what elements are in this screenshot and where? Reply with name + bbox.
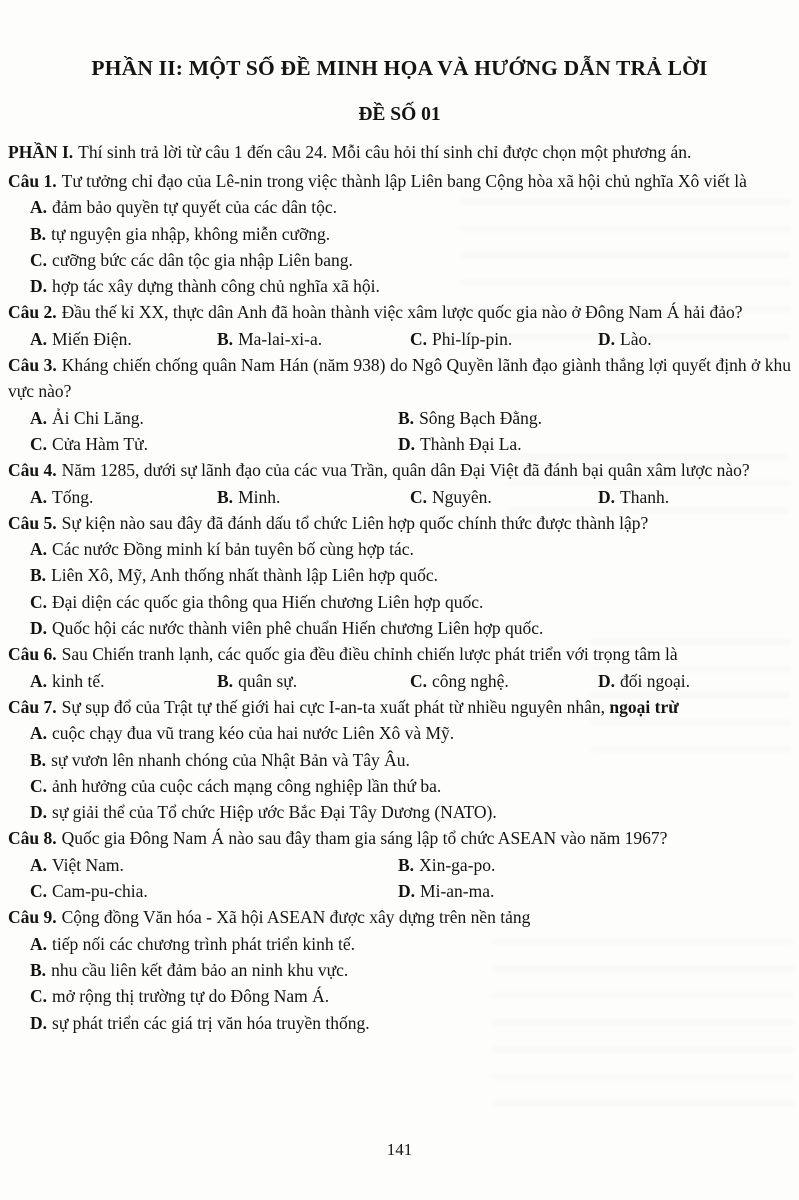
answer-option-d <box>598 484 791 510</box>
option-text: mở rộng thị trường tự do Đông Nam Á. <box>52 986 330 1007</box>
answer-option-c <box>410 668 598 694</box>
question-number: Câu 4. <box>8 460 57 481</box>
option-text: Miến Điện. <box>52 328 132 349</box>
question-prompt: Sau Chiến tranh lạnh, các quốc gia đều điều chỉnh chiến lược phát triển với trọng tâm là <box>61 644 678 665</box>
option-text: ảnh hưởng của cuộc cách mạng công nghiệp lần thứ ba. <box>52 775 442 796</box>
question-text <box>8 168 791 194</box>
option-text: nhu cầu liên kết đảm bảo an ninh khu vực. <box>51 959 349 980</box>
answer-option-d <box>398 878 791 904</box>
option-letter: C. <box>30 881 48 902</box>
answer-option-d <box>8 799 791 825</box>
option-text: Sông Bạch Đằng. <box>419 407 543 428</box>
answer-option-b <box>217 484 410 510</box>
answer-option-b <box>217 668 410 694</box>
option-text: Mi-an-ma. <box>420 881 495 902</box>
answer-option-c <box>410 326 598 352</box>
options-group <box>8 536 791 641</box>
exam-number-title: ĐỀ SỐ 01 <box>358 104 441 125</box>
exam-instructions <box>0 139 799 165</box>
option-text: Cửa Hàm Tử. <box>52 433 148 454</box>
option-text: Ải Chi Lăng. <box>52 407 144 428</box>
option-text: Lào. <box>620 328 652 349</box>
option-text: sự vươn lên nhanh chóng của Nhật Bản và Tây Âu. <box>51 749 410 770</box>
question-text <box>8 641 791 667</box>
option-letter: B. <box>398 407 415 428</box>
option-letter: D. <box>598 486 616 507</box>
options-group <box>8 405 791 458</box>
option-letter: D. <box>30 802 48 823</box>
option-letter: D. <box>598 328 616 349</box>
option-letter: D. <box>30 1012 48 1033</box>
question-block <box>8 904 791 1035</box>
answer-option-a <box>30 484 217 510</box>
question-emphasis: ngoại trừ <box>609 696 679 717</box>
answer-option-a <box>8 536 791 562</box>
questions <box>0 168 799 1036</box>
answer-option-b <box>8 221 791 247</box>
question-number: Câu 8. <box>8 828 57 849</box>
question-text <box>8 904 791 930</box>
option-text: sự phát triển các giá trị văn hóa truyền thống. <box>52 1012 370 1033</box>
question-number: Câu 6. <box>8 644 57 665</box>
answer-option-c <box>30 431 398 457</box>
option-letter: A. <box>30 854 48 875</box>
option-letter: A. <box>30 933 48 954</box>
option-letter: C. <box>30 249 48 270</box>
question-text <box>8 825 791 851</box>
option-letter: C. <box>410 486 428 507</box>
option-letter: D. <box>398 433 416 454</box>
option-letter: A. <box>30 670 48 691</box>
question-number: Câu 7. <box>8 696 57 717</box>
option-letter: A. <box>30 407 48 428</box>
answer-option-b <box>8 562 791 588</box>
option-letter: A. <box>30 539 48 560</box>
page-number: 141 <box>386 1140 413 1159</box>
option-text: Ma-lai-xi-a. <box>238 328 323 349</box>
option-letter: B. <box>217 670 234 691</box>
question-number: Câu 1. <box>8 171 57 191</box>
option-letter: B. <box>398 854 415 875</box>
question-number: Câu 5. <box>8 512 57 533</box>
answer-option-d <box>398 431 791 457</box>
answer-option-c <box>410 484 598 510</box>
option-text: Minh. <box>238 486 281 507</box>
option-text: Đại diện các quốc gia thông qua Hiến chương Liên hợp quốc. <box>52 591 484 612</box>
option-text: Nguyên. <box>432 486 492 507</box>
answer-option-d <box>598 326 791 352</box>
instructions-label: PHẦN I. <box>8 142 74 162</box>
question-block <box>8 352 791 457</box>
question-block <box>8 641 791 694</box>
answer-option-b <box>398 852 791 878</box>
options-group <box>8 194 791 299</box>
options-group <box>8 484 791 510</box>
question-block <box>8 510 791 641</box>
option-letter: B. <box>30 959 47 980</box>
options-group <box>8 931 791 1036</box>
option-letter: D. <box>598 670 616 691</box>
option-letter: C. <box>30 433 48 454</box>
question-prompt: Kháng chiến chống quân Nam Hán (năm 938) do Ngô Quyền lãnh đạo giành thắng lợi quyết định ở khu vực nào? <box>8 355 792 402</box>
options-group <box>8 668 791 694</box>
question-number: Câu 3. <box>8 355 57 376</box>
option-text: hợp tác xây dựng thành công chủ nghĩa xã hội. <box>52 276 380 297</box>
option-text: Cam-pu-chia. <box>52 881 148 902</box>
question-block <box>8 694 791 825</box>
option-letter: A. <box>30 486 48 507</box>
option-text: công nghệ. <box>432 670 509 691</box>
option-letter: A. <box>30 197 48 218</box>
option-text: Tống. <box>52 486 94 507</box>
option-letter: B. <box>30 749 47 770</box>
option-letter: C. <box>30 986 48 1007</box>
answer-option-a <box>8 720 791 746</box>
option-letter: D. <box>30 276 48 297</box>
question-text <box>8 510 791 536</box>
question-text <box>8 457 791 483</box>
option-text: Liên Xô, Mỹ, Anh thống nhất thành lập Liên hợp quốc. <box>51 565 438 586</box>
option-text: cưỡng bức các dân tộc gia nhập Liên bang. <box>52 249 353 270</box>
option-text: đảm bảo quyền tự quyết của các dân tộc. <box>52 197 338 218</box>
question-prompt: Đầu thế kỉ XX, thực dân Anh đã hoàn thành việc xâm lược quốc gia nào ở Đông Nam Á hải đảo? <box>61 302 743 323</box>
option-text: Xin-ga-po. <box>419 854 496 875</box>
answer-option-d <box>8 273 791 299</box>
question-prompt: Tư tưởng chỉ đạo của Lê-nin trong việc thành lập Liên bang Cộng hòa xã hội chủ nghĩa Xô viết là <box>61 171 747 191</box>
option-letter: B. <box>217 328 234 349</box>
options-group <box>8 326 791 352</box>
answer-option-a <box>30 668 217 694</box>
answer-option-a <box>30 405 398 431</box>
answer-option-b <box>8 957 791 983</box>
option-text: đối ngoại. <box>620 670 691 691</box>
option-letter: A. <box>30 328 48 349</box>
option-text: Thanh. <box>620 486 670 507</box>
question-number: Câu 9. <box>8 907 57 928</box>
answer-option-d <box>8 615 791 641</box>
question-block <box>8 299 791 352</box>
option-letter: C. <box>30 775 48 796</box>
answer-option-d <box>8 1010 791 1036</box>
question-prompt: Sự kiện nào sau đây đã đánh dấu tổ chức Liên hợp quốc chính thức được thành lập? <box>61 512 649 533</box>
answer-option-c <box>8 773 791 799</box>
option-letter: C. <box>30 591 48 612</box>
option-letter: B. <box>217 486 234 507</box>
option-text: Các nước Đồng minh kí bản tuyên bố cùng hợp tác. <box>52 539 414 560</box>
option-letter: D. <box>30 618 48 639</box>
question-prompt: Quốc gia Đông Nam Á nào sau đây tham gia sáng lập tổ chức ASEAN vào năm 1967? <box>61 828 668 849</box>
option-text: Thành Đại La. <box>420 433 522 454</box>
option-letter: D. <box>398 881 416 902</box>
option-text: Việt Nam. <box>52 854 124 875</box>
options-group <box>8 852 791 905</box>
question-block <box>8 168 791 299</box>
answer-option-a <box>8 931 791 957</box>
option-text: cuộc chạy đua vũ trang kéo của hai nước Liên Xô và Mỹ. <box>52 723 455 744</box>
instructions-text: Thí sinh trả lời từ câu 1 đến câu 24. Mỗi câu hỏi thí sinh chỉ được chọn một phương án. <box>78 142 692 162</box>
question-text <box>8 352 791 405</box>
answer-option-a <box>30 852 398 878</box>
option-text: tiếp nối các chương trình phát triển kinh tế. <box>52 933 356 954</box>
answer-option-c <box>8 247 791 273</box>
option-text: kinh tế. <box>52 670 105 691</box>
option-text: Quốc hội các nước thành viên phê chuẩn Hiến chương Liên hợp quốc. <box>52 618 544 639</box>
question-block <box>8 457 791 510</box>
option-text: quân sự. <box>238 670 298 691</box>
question-prompt: Năm 1285, dưới sự lãnh đạo của các vua Trần, quân dân Đại Việt đã đánh bại quân xâm lược nào? <box>61 460 750 481</box>
question-prompt: Cộng đồng Văn hóa - Xã hội ASEAN được xây dựng trên nền tảng <box>61 907 531 928</box>
answer-option-a <box>8 194 791 220</box>
option-text: tự nguyện gia nhập, không miễn cưỡng. <box>51 223 331 244</box>
question-text <box>8 299 791 325</box>
options-group <box>8 720 791 825</box>
answer-option-a <box>30 326 217 352</box>
option-letter: A. <box>30 723 48 744</box>
option-letter: B. <box>30 565 47 586</box>
answer-option-b <box>398 405 791 431</box>
option-text: Phi-líp-pin. <box>432 328 513 349</box>
answer-option-c <box>8 589 791 615</box>
question-number: Câu 2. <box>8 302 57 323</box>
option-letter: B. <box>30 223 47 244</box>
answer-option-b <box>8 747 791 773</box>
question-prompt: Sự sụp đổ của Trật tự thế giới hai cực I-an-ta xuất phát từ nhiều nguyên nhân, <box>61 696 606 717</box>
option-letter: C. <box>410 670 428 691</box>
option-letter: C. <box>410 328 428 349</box>
option-text: sự giải thể của Tổ chức Hiệp ước Bắc Đại Tây Dương (NATO). <box>52 802 497 823</box>
question-block <box>8 825 791 904</box>
answer-option-b <box>217 326 410 352</box>
answer-option-d <box>598 668 791 694</box>
answer-option-c <box>8 983 791 1009</box>
question-text <box>8 694 791 720</box>
answer-option-c <box>30 878 398 904</box>
part-title: PHẦN II: MỘT SỐ ĐỀ MINH HỌA VÀ HƯỚNG DẪN TRẢ LỜI <box>91 56 708 80</box>
